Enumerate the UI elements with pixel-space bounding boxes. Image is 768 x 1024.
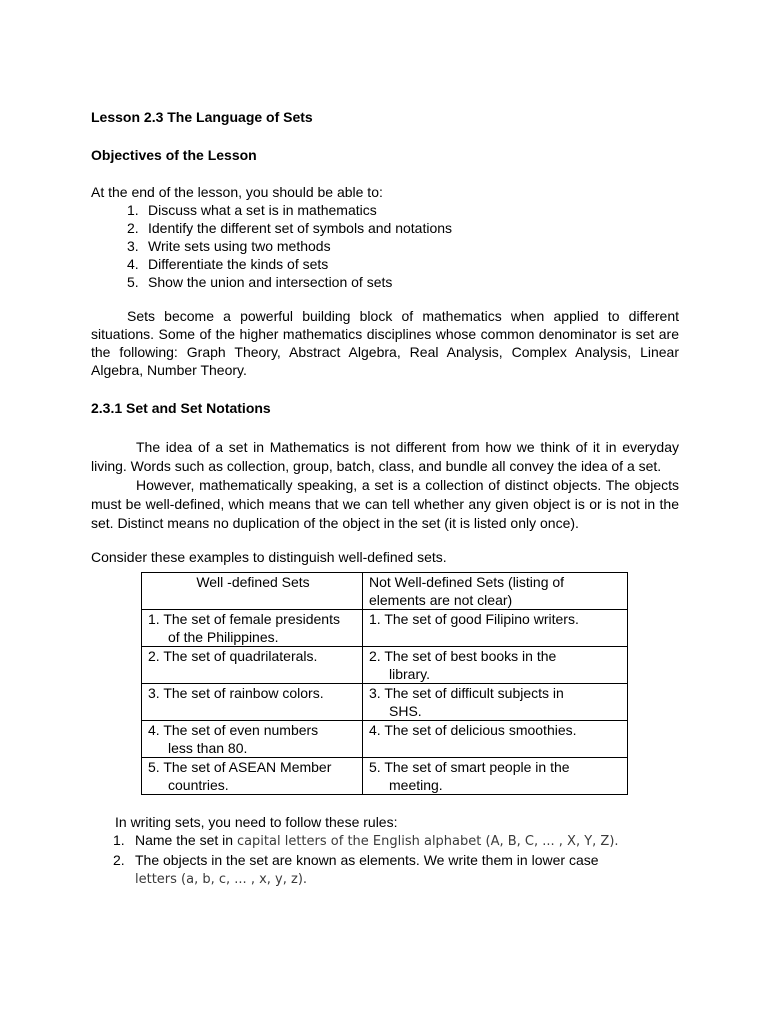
list-item-text: Write sets using two methods xyxy=(148,238,331,254)
table-cell-not-well-defined xyxy=(363,758,628,795)
paragraph-idea-of-set: The idea of a set in Mathematics is not different from how we think of it in everyday living. Words such as collection, group, batch, class, and bundle all convey the idea of a set. xyxy=(91,439,679,474)
list-item-text: Discuss what a set is in mathematics xyxy=(148,202,377,218)
table-cell-text: countries. xyxy=(168,777,229,793)
table-cell-text: library. xyxy=(389,666,430,682)
list-item-text: capital letters of the English alphabet (A, B, C, ... , X, Y, Z). xyxy=(236,834,619,849)
table-cell-text: 1. The set of good Filipino writers. xyxy=(369,611,579,627)
list-item xyxy=(91,237,679,255)
table-header-text: Not Well-defined Sets (listing of xyxy=(369,574,565,590)
paragraph-mathematical-definition: However, mathematically speaking, a set is a collection of distinct objects. The objects must be well-defined, which means that we can tell whether any given object is or is not in the set. Distinct means no duplication of the object in the set (it is listed only once). xyxy=(91,477,679,531)
list-item xyxy=(91,219,679,237)
list-item-text: Identify the different set of symbols and notations xyxy=(148,220,453,236)
list-item-text: letters (a, b, c, ... , x, y, z). xyxy=(135,872,308,887)
list-item xyxy=(91,273,679,291)
table-cell-well-defined xyxy=(142,758,363,795)
table-cell-well-defined xyxy=(142,721,363,758)
objectives-list xyxy=(91,201,679,291)
paragraph-sets-building-block: Sets become a powerful building block of mathematics when applied to different situations. Some of the higher mathematics disciplines whose common denominator is set are the following: Graph Theory, Abstract Algebra, Real Analysis, Complex Analysis, Linear Algebra, Number Theory. xyxy=(91,308,679,378)
lesson-title: Lesson 2.3 The Language of Sets xyxy=(91,109,313,125)
consider-text: Consider these examples to distinguish well-defined sets. xyxy=(91,549,447,565)
list-item-text: Show the union and intersection of sets xyxy=(148,274,393,290)
list-item-number: 2. xyxy=(113,852,125,868)
table-row xyxy=(142,684,628,721)
table-header-text: elements are not clear) xyxy=(369,592,513,608)
list-item-text: Differentiate the kinds of sets xyxy=(148,256,329,272)
table-cell-text: meeting. xyxy=(389,777,443,793)
table-cell-not-well-defined xyxy=(363,721,628,758)
table-cell-text: less than 80. xyxy=(168,740,248,756)
table-cell-text: 5. The set of smart people in the xyxy=(369,759,570,775)
table-cell-text: 2. The set of best books in the xyxy=(369,648,557,664)
table-row xyxy=(142,758,628,795)
table-cell-well-defined xyxy=(142,610,363,647)
section-heading: 2.3.1 Set and Set Notations xyxy=(91,400,271,416)
list-item-number: 1. xyxy=(127,202,139,218)
table-row xyxy=(142,721,628,758)
list-item xyxy=(91,255,679,273)
list-item xyxy=(91,201,679,219)
list-item-number: 1. xyxy=(113,832,125,848)
list-item-number: 3. xyxy=(127,238,139,254)
sets-table xyxy=(141,572,628,795)
table-row xyxy=(142,610,628,647)
objectives-heading: Objectives of the Lesson xyxy=(91,147,257,163)
objectives-intro: At the end of the lesson, you should be able to: xyxy=(91,184,383,200)
list-item-number: 2. xyxy=(127,220,139,236)
list-item xyxy=(91,831,679,851)
table-cell-not-well-defined xyxy=(363,684,628,721)
rules-list xyxy=(91,831,679,889)
table-cell-text: 3. The set of rainbow colors. xyxy=(148,685,324,701)
table-cell-text: SHS. xyxy=(389,703,422,719)
table-cell-well-defined xyxy=(142,647,363,684)
rules-intro: In writing sets, you need to follow these rules: xyxy=(115,814,398,830)
table-header-well-defined xyxy=(142,573,363,610)
list-item-text: The objects in the set are known as elements. We write them in lower case xyxy=(135,852,599,868)
document-page xyxy=(91,108,679,889)
table-cell-text: 4. The set of even numbers xyxy=(148,722,319,738)
table-cell-text: of the Philippines. xyxy=(168,629,279,645)
list-item-text: Name the set in xyxy=(135,832,237,848)
list-item-number: 4. xyxy=(127,256,139,272)
list-item-number: 5. xyxy=(127,274,139,290)
table-cell-not-well-defined xyxy=(363,610,628,647)
table-row xyxy=(142,647,628,684)
table-cell-text: 3. The set of difficult subjects in xyxy=(369,685,564,701)
table-cell-text: 1. The set of female presidents xyxy=(148,611,340,627)
table-header-not-well-defined xyxy=(363,573,628,610)
table-cell-not-well-defined xyxy=(363,647,628,684)
table-header-text: Well -defined Sets xyxy=(196,574,310,590)
table-cell-text: 2. The set of quadrilaterals. xyxy=(148,648,318,664)
table-cell-text: 5. The set of ASEAN Member xyxy=(148,759,332,775)
table-header-row xyxy=(142,573,628,610)
table-cell-text: 4. The set of delicious smoothies. xyxy=(369,722,577,738)
table-cell-well-defined xyxy=(142,684,363,721)
list-item xyxy=(91,851,679,889)
